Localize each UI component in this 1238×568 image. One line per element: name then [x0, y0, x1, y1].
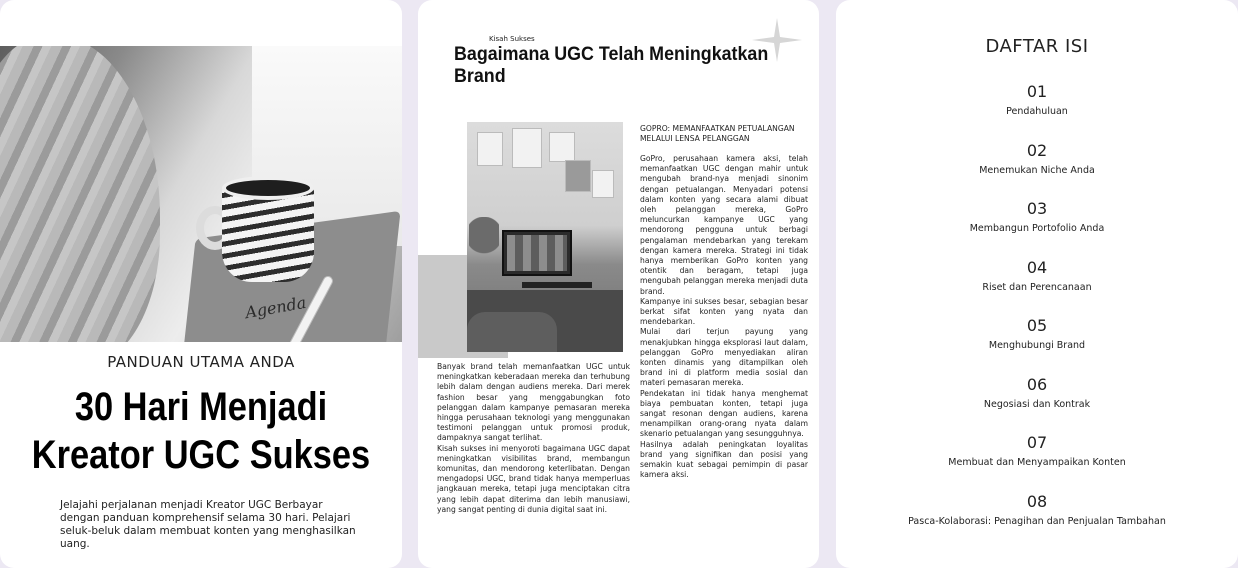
toc-item[interactable] — [836, 432, 1238, 468]
toc-number: 03 — [1026, 199, 1048, 218]
toc-label: Menemukan Niche Anda — [979, 165, 1095, 176]
toc-item[interactable] — [836, 140, 1238, 176]
plant — [469, 217, 499, 277]
paragraph: GoPro, perusahaan kamera aksi, telah memanfaatkan UGC dengan mahir untuk mengubah brand-nya menjadi sinonim dengan petualangan. Menyadari potensi dalam konten yang secara alami dibuat oleh pelanggan mereka, GoPro meluncurkan kampanye UGC yang mendorong pengguna untuk berbagi pengalaman mendebarkan yang terekam dengan kamera mereka. Strategi ini tidak hanya memberikan GoPro konten yang otentik dan beragam, tetapi juga mengubah pelanggan mereka menjadi duta brand. — [640, 154, 808, 296]
cover-description: Jelajahi perjalanan menjadi Kreator UGC Berbayar dengan panduan komprehensif selama 30 hari. Pelajari seluk-beluk dalam membuat konten yang menghasilkan uang. — [60, 499, 356, 550]
toc-label: Menghubungi Brand — [988, 340, 1086, 351]
toc-label: Membuat dan Menyampaikan Konten — [948, 457, 1126, 468]
wall-picture — [477, 132, 503, 166]
monitor — [502, 230, 572, 276]
toc-number: 04 — [1026, 258, 1048, 277]
page-title: Bagaimana UGC Telah Meningkatkan Brand — [454, 44, 769, 87]
toc-label: Pendahuluan — [1006, 106, 1068, 117]
toc-item[interactable] — [836, 81, 1238, 117]
cover-title-line-1: 30 Hari Menjadi — [74, 385, 328, 429]
wall-picture — [549, 132, 575, 162]
sparkle-icon — [752, 18, 802, 62]
gopro-body — [640, 154, 808, 481]
toc-item[interactable] — [836, 257, 1238, 293]
cover-title-line-2: Kreator UGC Sukses — [31, 433, 371, 477]
wall-picture — [512, 128, 542, 168]
toc-label: Membangun Portofolio Anda — [969, 223, 1105, 234]
toc-label: Negosiasi dan Kontrak — [983, 399, 1091, 410]
toc-item[interactable] — [836, 198, 1238, 234]
wall-picture — [592, 170, 614, 198]
toc-item[interactable] — [836, 491, 1238, 527]
cover-title — [28, 383, 374, 479]
paragraph: Mulai dari terjun payung yang menakjubkan hingga eksplorasi laut dalam, pelanggan GoPro menyediakan aliran konten dinamis yang ditampilkan oleh brand ini di platform media sosial dan materi pemasaran mereka. — [640, 327, 808, 388]
toc-item[interactable] — [836, 315, 1238, 351]
knit-blanket — [0, 46, 160, 342]
paragraph: Banyak brand telah memanfaatkan UGC untuk meningkatkan keberadaan mereka dan terhubung lebih dalam dengan audiens mereka. Dari merek fashion besar yang menggabungkan foto pelanggan dalam kampanye pemasaran mereka hingga perusahaan teknologi yang menggunakan testimoni pelanggan untuk promosi produk, dampaknya sangat terlihat. — [437, 362, 630, 443]
paragraph: Pendekatan ini tidak hanya menghemat biaya pembuatan konten, tetapi juga sangat resonan dengan audiens, karena menampilkan orang-orang nyata dalam skenario petualangan yang sesungguhnya. — [640, 388, 808, 439]
cover-subtitle: PANDUAN UTAMA ANDA — [107, 353, 295, 371]
intro-body — [437, 362, 630, 515]
mug-coffee — [222, 176, 314, 200]
workspace-photo — [467, 122, 623, 352]
toc-number: 08 — [1026, 492, 1048, 511]
toc-label: Riset dan Perencanaan — [982, 282, 1092, 293]
wall-picture — [565, 160, 591, 192]
coffee-mug — [222, 186, 314, 282]
toc-number: 06 — [1026, 375, 1048, 394]
table-of-contents-page — [836, 0, 1238, 568]
section-kicker: Kisah Sukses — [489, 35, 535, 43]
success-story-page — [418, 0, 819, 568]
toc-title: DAFTAR ISI — [985, 36, 1089, 57]
cover-page — [0, 0, 402, 568]
toc-number: 07 — [1026, 433, 1048, 452]
notebook-script: Agenda — [243, 292, 308, 323]
laptop — [522, 282, 592, 288]
toc-number: 05 — [1026, 316, 1048, 335]
toc-item[interactable] — [836, 374, 1238, 410]
chair — [467, 312, 557, 352]
cover-photo — [0, 46, 402, 342]
toc-number: 02 — [1026, 141, 1048, 160]
gopro-heading: GOPRO: MEMANFAATKAN PETUALANGAN MELALUI LENSA PELANGGAN — [640, 124, 795, 144]
paragraph: Kisah sukses ini menyoroti bagaimana UGC dapat meningkatkan visibilitas brand, membangun komunitas, dan mendorong keterlibatan. Dengan mengadopsi UGC, brand tidak hanya memperluas jangkauan mereka, tetapi juga menciptakan citra yang lebih dapat diterima dan lebih manusiawi, yang sangat penting di dunia digital saat ini. — [437, 443, 630, 514]
paragraph: Hasilnya adalah peningkatan loyalitas brand yang signifikan dan posisi yang semakin kuat sebagai pemimpin di pasar kamera aksi. — [640, 439, 808, 480]
paragraph: Kampanye ini sukses besar, sebagian besar berkat sifat konten yang nyata dan mendebarkan. — [640, 296, 808, 327]
toc-number: 01 — [1026, 82, 1048, 101]
toc-label: Pasca-Kolaborasi: Penagihan dan Penjualan Tambahan — [908, 516, 1166, 527]
